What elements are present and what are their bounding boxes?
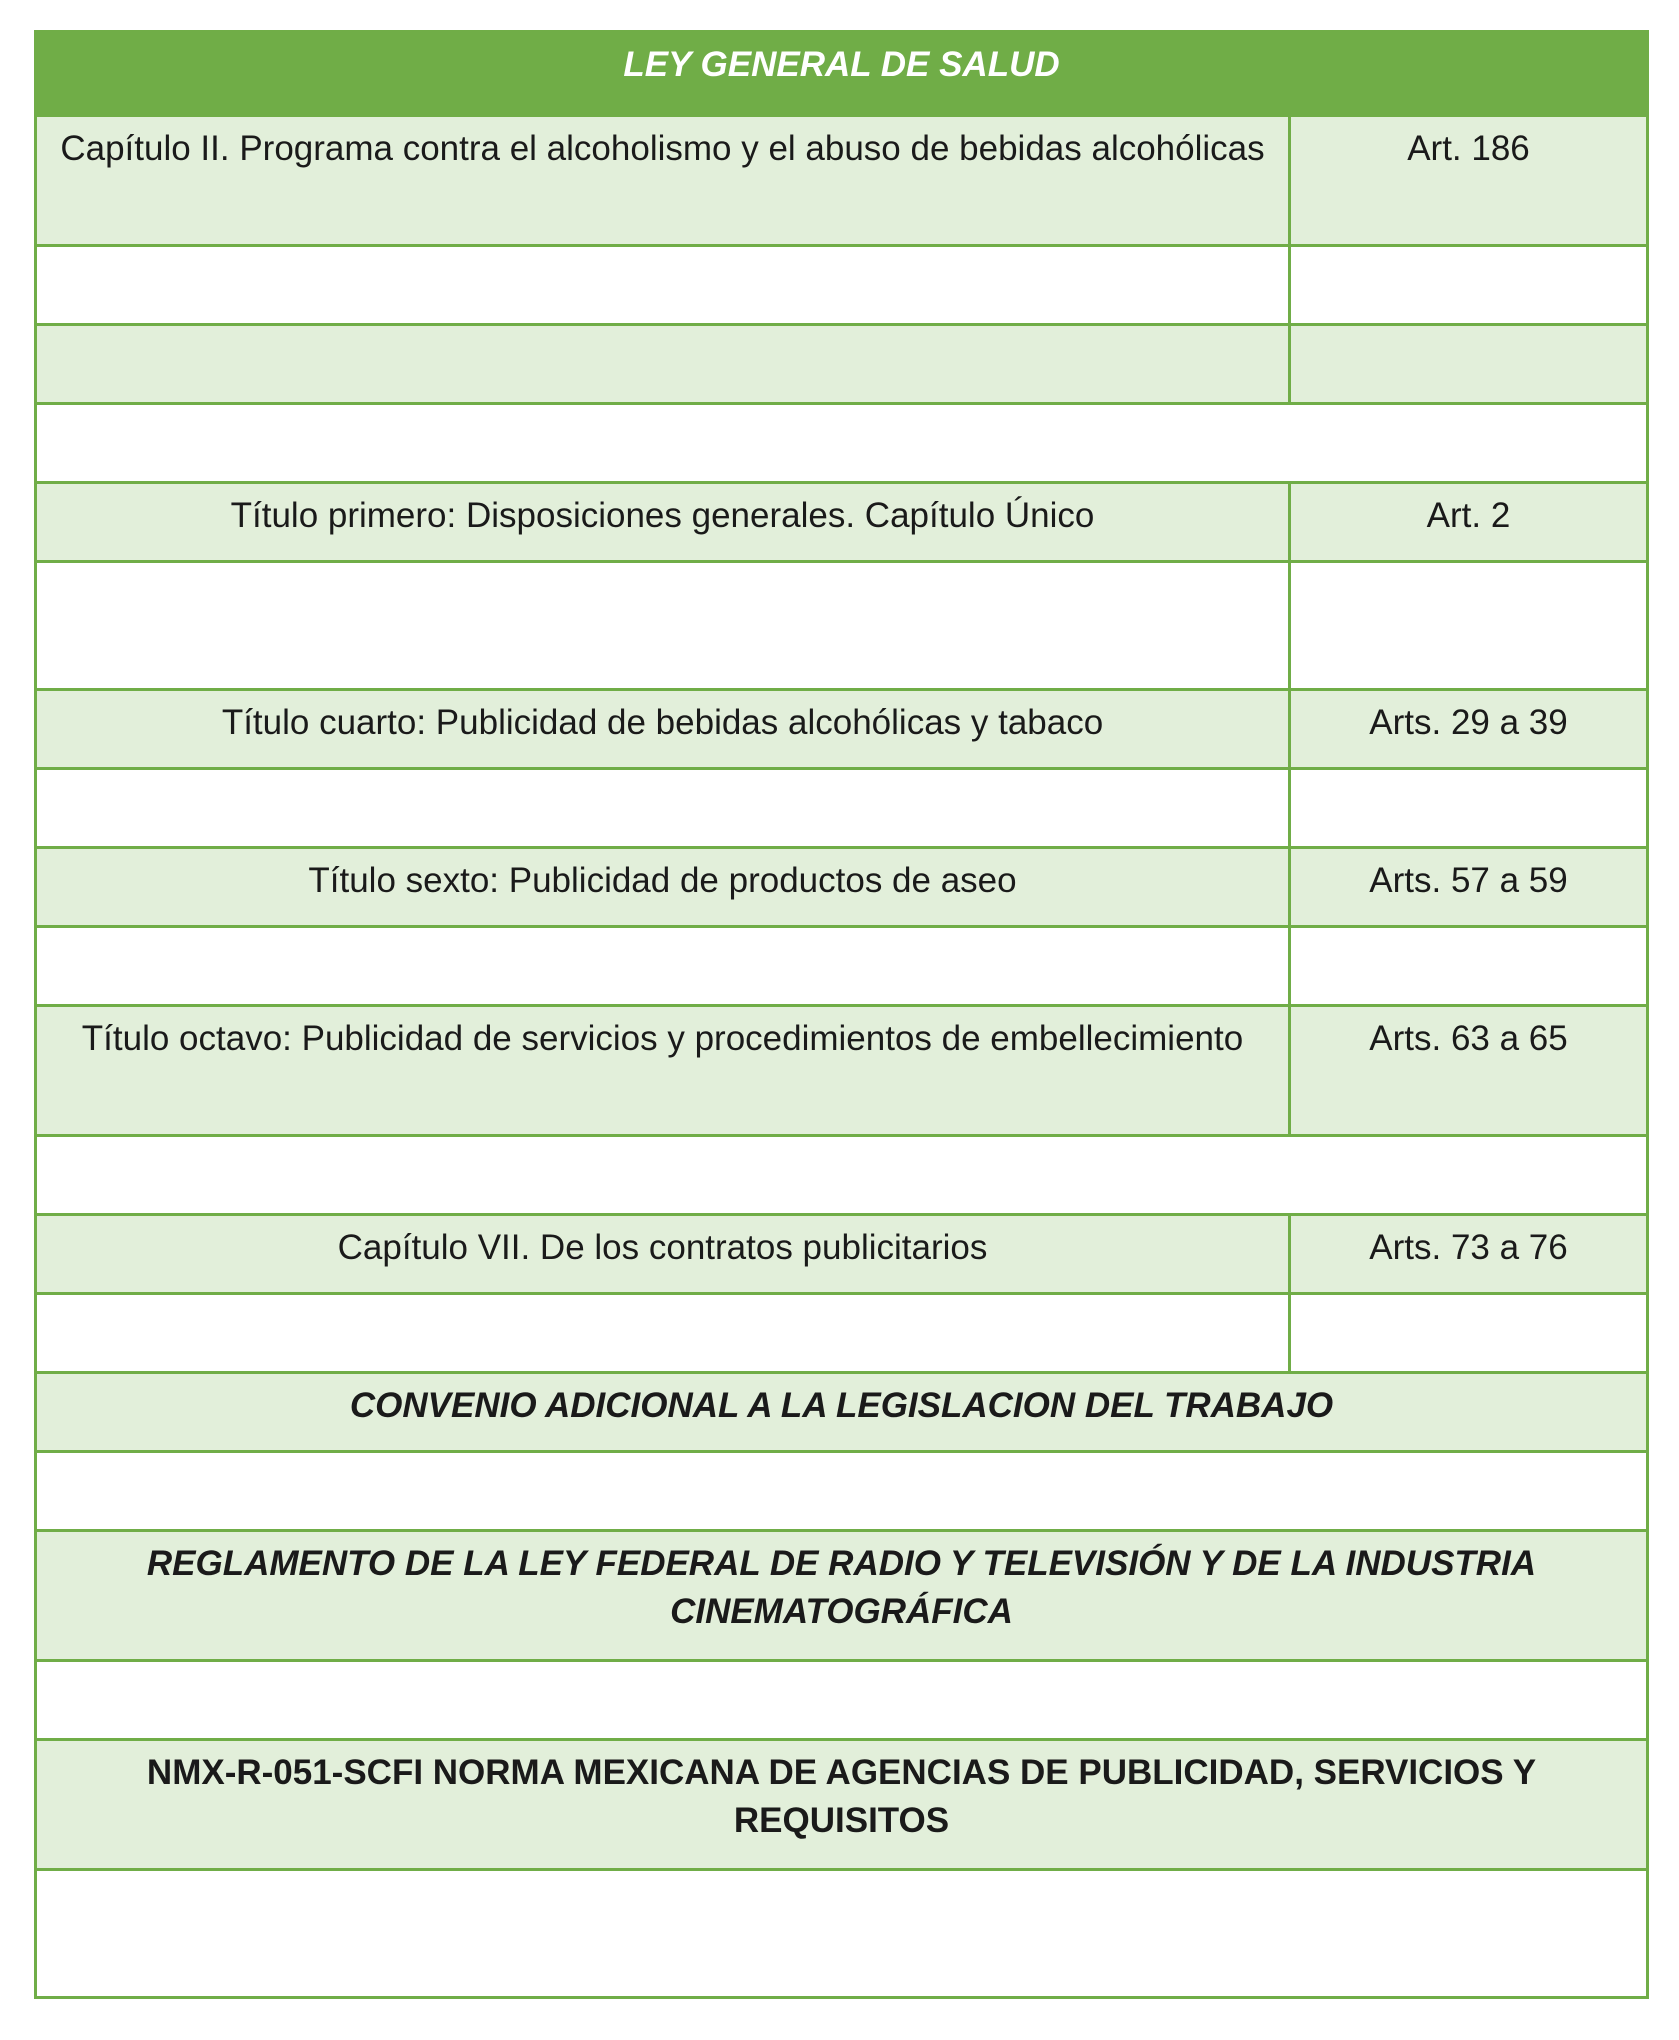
section-heading: CONVENIO ADICIONAL A LA LEGISLACION DEL TRABAJO <box>36 1373 1648 1452</box>
blank-cell <box>36 1294 1290 1373</box>
table-header-row <box>36 32 1648 116</box>
table-row <box>36 848 1648 927</box>
blank-row <box>36 1294 1648 1373</box>
blank-row <box>36 1136 1648 1215</box>
table-row <box>36 116 1648 246</box>
row-articles: Arts. 73 a 76 <box>1290 1215 1648 1294</box>
blank-cell <box>36 325 1290 404</box>
blank-cell <box>1290 246 1648 325</box>
section-row <box>36 1740 1648 1870</box>
blank-row <box>36 562 1648 690</box>
row-label: Capítulo II. Programa contra el alcoholismo y el abuso de bebidas alcohólicas <box>36 116 1290 246</box>
blank-row <box>36 325 1648 404</box>
blank-cell <box>36 1136 1648 1215</box>
row-articles: Arts. 57 a 59 <box>1290 848 1648 927</box>
table-row <box>36 690 1648 769</box>
section-heading: REGLAMENTO DE LA LEY FEDERAL DE RADIO Y TELEVISIÓN Y DE LA INDUSTRIA CINEMATOGRÁFICA <box>36 1531 1648 1661</box>
row-label: Título cuarto: Publicidad de bebidas alcohólicas y tabaco <box>36 690 1290 769</box>
blank-row <box>36 1661 1648 1740</box>
row-label: Capítulo VII. De los contratos publicitarios <box>36 1215 1290 1294</box>
blank-cell <box>36 927 1290 1006</box>
blank-row <box>36 404 1648 483</box>
row-label: Título sexto: Publicidad de productos de aseo <box>36 848 1290 927</box>
legal-references-table <box>34 30 1649 1999</box>
row-label: Título octavo: Publicidad de servicios y procedimientos de embellecimiento <box>36 1006 1290 1136</box>
blank-cell <box>36 1870 1648 1998</box>
blank-cell <box>36 246 1290 325</box>
blank-row <box>36 246 1648 325</box>
blank-row <box>36 769 1648 848</box>
section-row <box>36 1373 1648 1452</box>
blank-cell <box>36 769 1290 848</box>
row-articles: Art. 186 <box>1290 116 1648 246</box>
table-row <box>36 1215 1648 1294</box>
section-row <box>36 1531 1648 1661</box>
table-title: LEY GENERAL DE SALUD <box>36 32 1648 116</box>
blank-row <box>36 927 1648 1006</box>
blank-cell <box>36 1661 1648 1740</box>
blank-cell <box>1290 325 1648 404</box>
blank-row <box>36 1452 1648 1531</box>
row-articles: Arts. 29 a 39 <box>1290 690 1648 769</box>
blank-cell <box>36 1452 1648 1531</box>
blank-cell <box>1290 562 1648 690</box>
table-row <box>36 483 1648 562</box>
blank-cell <box>1290 1294 1648 1373</box>
blank-cell <box>1290 769 1648 848</box>
blank-row <box>36 1870 1648 1998</box>
table-row <box>36 1006 1648 1136</box>
blank-cell <box>36 562 1290 690</box>
blank-cell <box>36 404 1648 483</box>
row-label: Título primero: Disposiciones generales. Capítulo Único <box>36 483 1290 562</box>
row-articles: Arts. 63 a 65 <box>1290 1006 1648 1136</box>
row-articles: Art. 2 <box>1290 483 1648 562</box>
blank-cell <box>1290 927 1648 1006</box>
section-heading: NMX-R-051-SCFI NORMA MEXICANA DE AGENCIAS DE PUBLICIDAD, SERVICIOS Y REQUISITOS <box>36 1740 1648 1870</box>
